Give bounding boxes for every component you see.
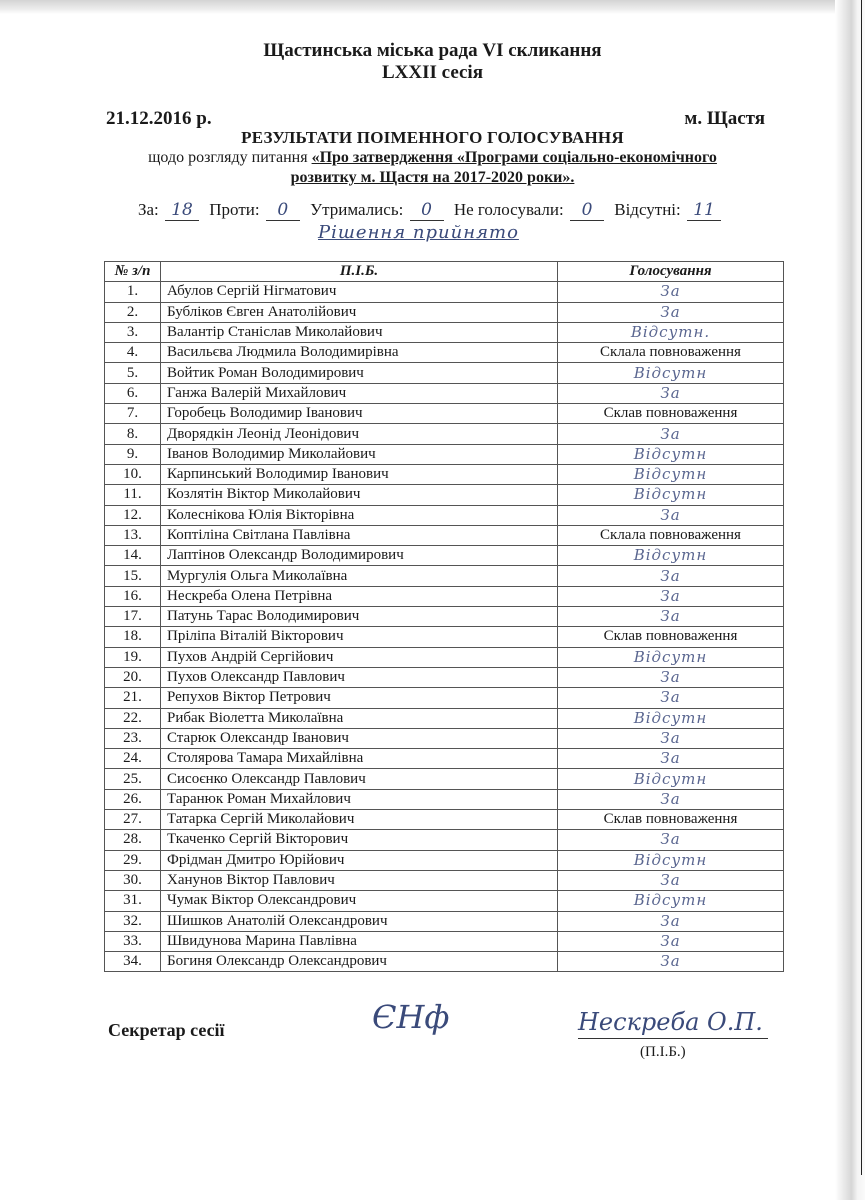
header-name: П.І.Б. [161, 262, 558, 282]
vote-result: За [558, 952, 784, 972]
deputy-name: Швидунова Марина Павлівна [161, 931, 558, 951]
deputy-name: Репухов Віктор Петрович [161, 688, 558, 708]
row-number: 23. [105, 728, 161, 748]
deputy-name: Васильєва Людмила Володимирівна [161, 343, 558, 363]
name-caption: (П.І.Б.) [640, 1044, 686, 1060]
deputy-name: Абулов Сергій Нігматович [161, 282, 558, 302]
table-row [105, 911, 784, 931]
table-row [105, 322, 784, 342]
vote-result: За [558, 383, 784, 403]
row-number: 19. [105, 647, 161, 667]
tally-for-value: 18 [165, 200, 199, 221]
deputy-name: Бубліков Євген Анатолійович [161, 302, 558, 322]
deputy-name: Колеснікова Юлія Вікторівна [161, 505, 558, 525]
table-row [105, 708, 784, 728]
table-row [105, 343, 784, 363]
table-row [105, 464, 784, 484]
row-number: 14. [105, 546, 161, 566]
deputy-name: Нескреба Олена Петрівна [161, 586, 558, 606]
vote-result: За [558, 282, 784, 302]
vote-tally [0, 200, 865, 221]
vote-result: За [558, 830, 784, 850]
row-number: 26. [105, 789, 161, 809]
row-number: 30. [105, 870, 161, 890]
tally-absent-value: 11 [687, 200, 721, 221]
table-row [105, 363, 784, 383]
tally-against-label: Проти: [209, 200, 260, 219]
vote-result: За [558, 586, 784, 606]
deputy-name: Козлятін Віктор Миколайович [161, 485, 558, 505]
subject-prefix: щодо розгляду питання [148, 149, 312, 166]
row-number: 7. [105, 404, 161, 424]
vote-result: Склав повноваження [558, 810, 784, 830]
vote-result: Відсутн [558, 485, 784, 505]
row-number: 11. [105, 485, 161, 505]
row-number: 29. [105, 850, 161, 870]
vote-subject [0, 148, 865, 188]
scan-shadow-top [0, 0, 865, 14]
row-number: 6. [105, 383, 161, 403]
vote-result: За [558, 505, 784, 525]
vote-result: За [558, 302, 784, 322]
table-row [105, 546, 784, 566]
row-number: 15. [105, 566, 161, 586]
row-number: 25. [105, 769, 161, 789]
decision-note: Рішення прийнято [318, 222, 519, 243]
vote-result: За [558, 667, 784, 687]
table-row [105, 789, 784, 809]
vote-result: Відсутн [558, 708, 784, 728]
deputy-name: Валантір Станіслав Миколайович [161, 322, 558, 342]
deputy-name: Коптіліна Світлана Павлівна [161, 525, 558, 545]
vote-result: За [558, 424, 784, 444]
table-row [105, 607, 784, 627]
vote-result: Відсутн [558, 647, 784, 667]
row-number: 1. [105, 282, 161, 302]
table-row [105, 667, 784, 687]
vote-result: За [558, 728, 784, 748]
signature-line [578, 1038, 768, 1039]
deputy-name: Горобець Володимир Іванович [161, 404, 558, 424]
table-row [105, 627, 784, 647]
signer-name: Нескреба О.П. [578, 1008, 763, 1036]
vote-result: За [558, 789, 784, 809]
table-row [105, 688, 784, 708]
table-row [105, 830, 784, 850]
council-title: Щастинська міська рада VI скликання [263, 40, 602, 61]
row-number: 17. [105, 607, 161, 627]
row-number: 10. [105, 464, 161, 484]
table-row [105, 566, 784, 586]
vote-result: Відсутн [558, 891, 784, 911]
row-number: 21. [105, 688, 161, 708]
vote-result: Відсутн [558, 464, 784, 484]
row-number: 33. [105, 931, 161, 951]
table-row [105, 505, 784, 525]
deputy-name: Дворядкін Леонід Леонідович [161, 424, 558, 444]
deputy-name: Богиня Олександр Олександрович [161, 952, 558, 972]
tally-not-voted-value: 0 [570, 200, 604, 221]
deputy-name: Фрідман Дмитро Юрійович [161, 850, 558, 870]
table-row [105, 870, 784, 890]
row-number: 12. [105, 505, 161, 525]
table-row [105, 444, 784, 464]
deputy-name: Ганжа Валерій Михайлович [161, 383, 558, 403]
vote-result: Відсутн [558, 444, 784, 464]
vote-result: Відсутн [558, 769, 784, 789]
deputy-name: Чумак Віктор Олександрович [161, 891, 558, 911]
row-number: 34. [105, 952, 161, 972]
vote-table [104, 261, 784, 972]
tally-absent-label: Відсутні: [614, 200, 681, 219]
table-row [105, 728, 784, 748]
secretary-label: Секретар сесії [108, 1020, 225, 1040]
row-number: 8. [105, 424, 161, 444]
header-number: № з/п [105, 262, 161, 282]
row-number: 13. [105, 525, 161, 545]
deputy-name: Войтик Роман Володимирович [161, 363, 558, 383]
deputy-name: Ткаченко Сергій Вікторович [161, 830, 558, 850]
deputy-name: Лаптінов Олександр Володимирович [161, 546, 558, 566]
vote-result: За [558, 607, 784, 627]
vote-result: За [558, 931, 784, 951]
deputy-name: Шишков Анатолій Олександрович [161, 911, 558, 931]
row-number: 3. [105, 322, 161, 342]
row-number: 22. [105, 708, 161, 728]
tally-for-label: За: [137, 200, 159, 219]
row-number: 9. [105, 444, 161, 464]
deputy-name: Столярова Тамара Михайлівна [161, 749, 558, 769]
deputy-name: Патунь Тарас Володимирович [161, 607, 558, 627]
vote-result: За [558, 688, 784, 708]
vote-result: За [558, 870, 784, 890]
vote-result: Відсутн [558, 546, 784, 566]
table-row [105, 769, 784, 789]
row-number: 28. [105, 830, 161, 850]
tally-abstained-value: 0 [410, 200, 444, 221]
table-row [105, 282, 784, 302]
vote-result: Відсутн [558, 850, 784, 870]
row-number: 27. [105, 810, 161, 830]
tally-against-value: 0 [266, 200, 300, 221]
header-vote: Голосування [558, 262, 784, 282]
table-row [105, 485, 784, 505]
table-row [105, 850, 784, 870]
row-number: 20. [105, 667, 161, 687]
tally-not-voted-label: Не голосували: [453, 200, 564, 219]
deputy-name: Старюк Олександр Іванович [161, 728, 558, 748]
row-number: 16. [105, 586, 161, 606]
document-city: м. Щастя [684, 108, 765, 129]
subject-topic-line2: розвитку м. Щастя на 2017-2020 роки». [290, 169, 575, 186]
deputy-name: Іванов Володимир Миколайович [161, 444, 558, 464]
table-row [105, 302, 784, 322]
vote-result: Відсутн. [558, 322, 784, 342]
vote-result: Склала повноваження [558, 525, 784, 545]
deputy-name: Мургулія Ольга Миколаївна [161, 566, 558, 586]
vote-result: Склав повноваження [558, 404, 784, 424]
deputy-name: Сисоєнко Олександр Павлович [161, 769, 558, 789]
table-header-row [105, 262, 784, 282]
vote-result: За [558, 911, 784, 931]
deputy-name: Ханунов Віктор Павлович [161, 870, 558, 890]
table-row [105, 952, 784, 972]
row-number: 5. [105, 363, 161, 383]
table-row [105, 810, 784, 830]
tally-abstained-label: Утримались: [310, 200, 404, 219]
document-heading: РЕЗУЛЬТАТИ ПОІМЕННОГО ГОЛОСУВАННЯ [241, 128, 624, 147]
vote-result: Склав повноваження [558, 627, 784, 647]
deputy-name: Пухов Олександр Павлович [161, 667, 558, 687]
subject-topic-line1: «Про затвердження «Програми соціально-економічного [311, 149, 717, 166]
vote-result: За [558, 749, 784, 769]
secretary-signature: ЄНф [372, 998, 450, 1036]
table-row [105, 383, 784, 403]
vote-result: Відсутн [558, 363, 784, 383]
table-row [105, 749, 784, 769]
deputy-name: Рибак Віолетта Миколаївна [161, 708, 558, 728]
vote-result: За [558, 566, 784, 586]
table-row [105, 891, 784, 911]
row-number: 32. [105, 911, 161, 931]
deputy-name: Пріліпа Віталій Вікторович [161, 627, 558, 647]
table-row [105, 525, 784, 545]
deputy-name: Пухов Андрій Сергійович [161, 647, 558, 667]
table-row [105, 586, 784, 606]
row-number: 2. [105, 302, 161, 322]
session-title: LXXII сесія [382, 62, 483, 83]
row-number: 24. [105, 749, 161, 769]
vote-table-body [105, 282, 784, 972]
table-row [105, 647, 784, 667]
document-date: 21.12.2016 р. [106, 108, 212, 129]
vote-result: Склала повноваження [558, 343, 784, 363]
row-number: 18. [105, 627, 161, 647]
deputy-name: Татарка Сергій Миколайович [161, 810, 558, 830]
row-number: 31. [105, 891, 161, 911]
table-row [105, 404, 784, 424]
row-number: 4. [105, 343, 161, 363]
table-row [105, 931, 784, 951]
deputy-name: Таранюк Роман Михайлович [161, 789, 558, 809]
deputy-name: Карпинський Володимир Іванович [161, 464, 558, 484]
table-row [105, 424, 784, 444]
